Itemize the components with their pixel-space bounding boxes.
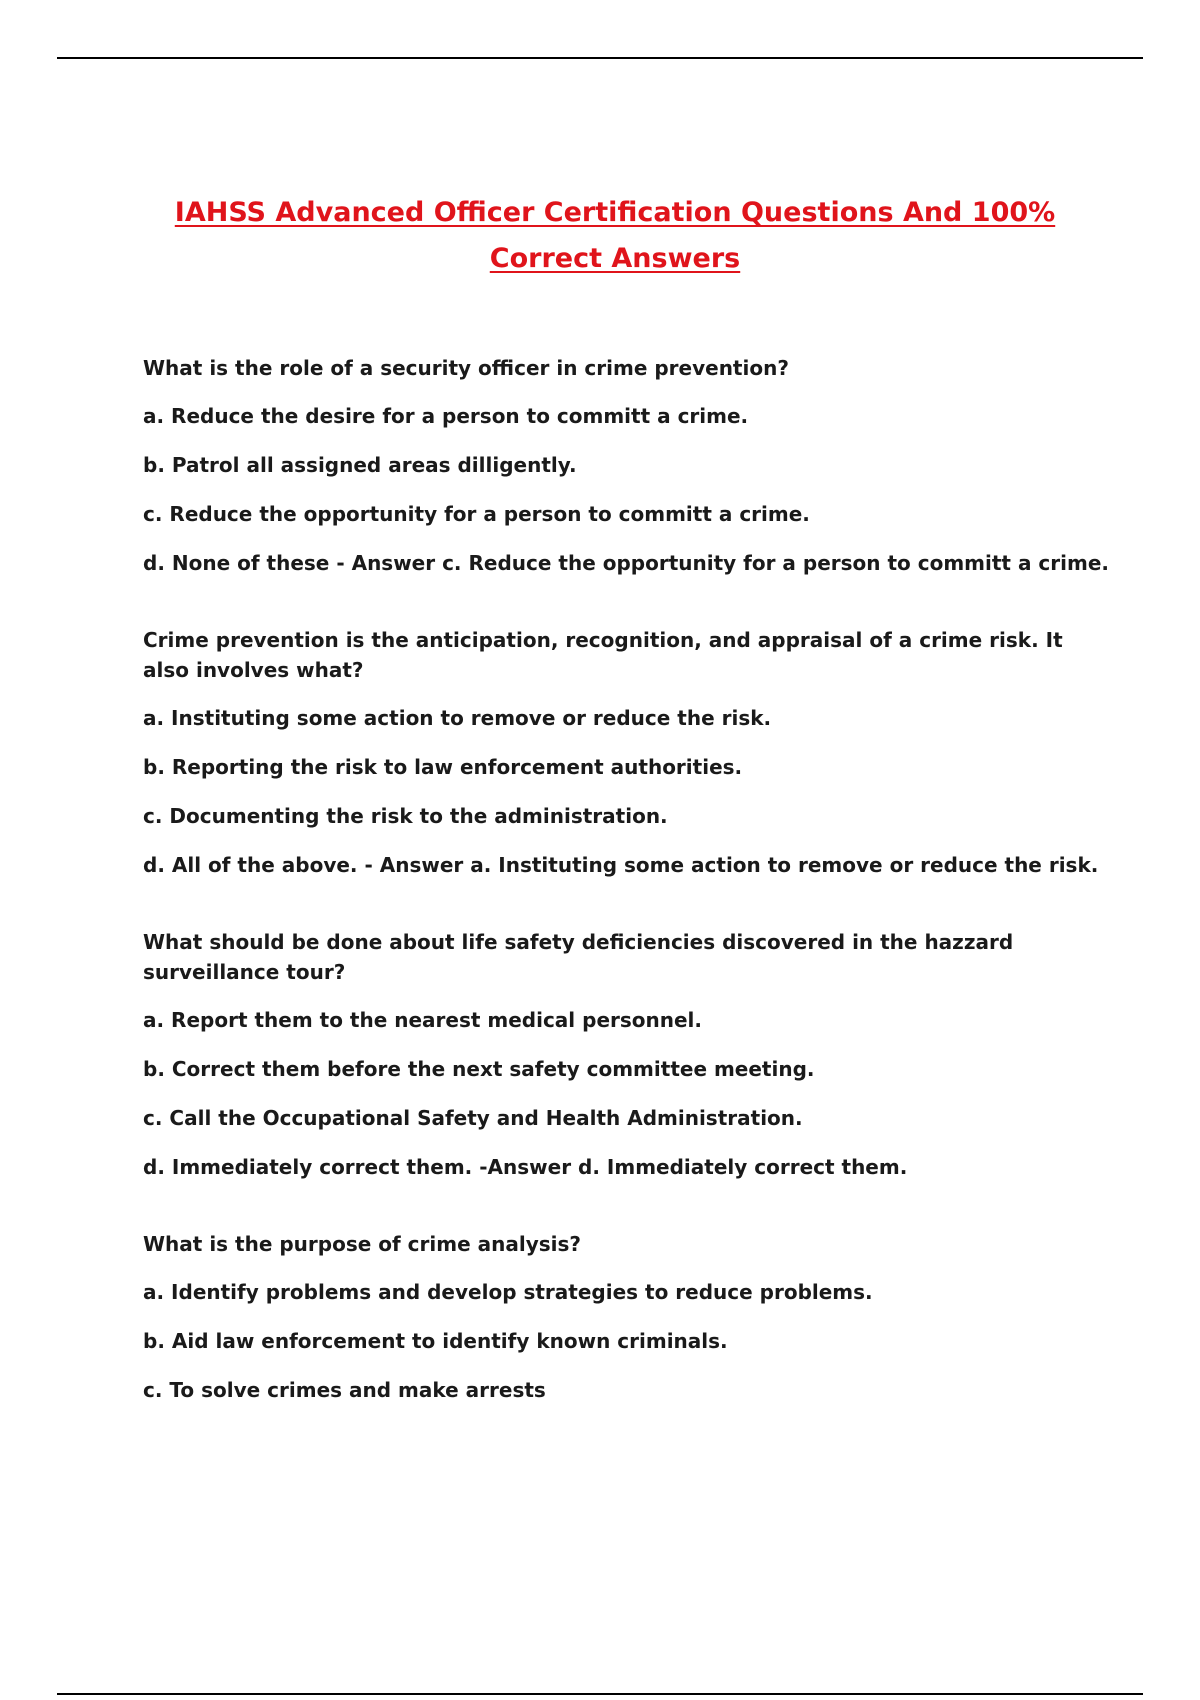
option-b: b. Correct them before the next safety committee meeting. [143, 1057, 815, 1081]
option-a: a. Reduce the desire for a person to committ a crime. [143, 404, 749, 428]
option-c: c. Reduce the opportunity for a person to committ a crime. [143, 502, 810, 526]
option-c: c. Call the Occupational Safety and Health Administration. [143, 1106, 803, 1130]
footer-rule [57, 1693, 1143, 1695]
option-b: b. Reporting the risk to law enforcement authorities. [143, 755, 743, 779]
option-d-with-answer: d. Immediately correct them. -Answer d. Immediately correct them. [143, 1155, 908, 1179]
option-a: a. Report them to the nearest medical personnel. [143, 1008, 703, 1032]
option-b: b. Aid law enforcement to identify known criminals. [143, 1329, 728, 1353]
question-text: What is the role of a security officer in crime prevention? [143, 356, 789, 380]
title-line-1: IAHSS Advanced Officer Certification Questions And 100% [174, 197, 1056, 228]
option-c: c. To solve crimes and make arrests [143, 1378, 546, 1402]
option-a: a. Instituting some action to remove or reduce the risk. [143, 706, 772, 730]
option-b: b. Patrol all assigned areas dilligently. [143, 453, 577, 477]
question-block-4 [143, 1229, 1083, 1405]
question-text: What is the purpose of crime analysis? [143, 1232, 582, 1256]
document-title [100, 190, 1130, 282]
header-rule [57, 57, 1143, 59]
title-line-2: Correct Answers [489, 243, 741, 274]
question-block-3 [143, 927, 1083, 1182]
option-a: a. Identify problems and develop strategies to reduce problems. [143, 1280, 873, 1304]
option-d-with-answer: d. All of the above. - Answer a. Instituting some action to remove or reduce the risk. [143, 853, 1099, 877]
option-d-with-answer: d. None of these - Answer c. Reduce the opportunity for a person to committ a crime. [143, 551, 1109, 575]
option-c: c. Documenting the risk to the administration. [143, 804, 668, 828]
question-block-2 [143, 625, 1099, 880]
question-list [143, 353, 1109, 1452]
question-block-1 [143, 353, 1109, 578]
question-text: Crime prevention is the anticipation, recognition, and appraisal of a crime risk. It also involves what? [143, 628, 1063, 682]
question-text: What should be done about life safety deficiencies discovered in the hazzard surveillance tour? [143, 930, 1014, 984]
